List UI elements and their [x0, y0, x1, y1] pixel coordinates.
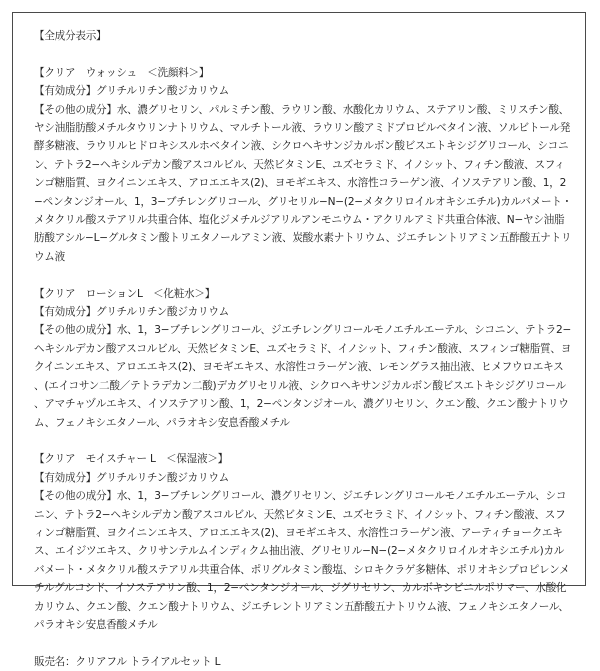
active-ingredient: 【有効成分】グリチルリチン酸ジカリウム — [34, 471, 229, 484]
seller-name: 販売名：クリアフル トライアルセット L — [34, 655, 221, 668]
document-title: 【全成分表示】 — [34, 30, 107, 42]
section-moisture — [34, 450, 572, 634]
other-ingredients: 【その他の成分】水、濃グリセリン、パルミチン酸、ラウリン酸、水酸化カリウム、ステアリン酸、ミリスチン酸、ヤシ油脂肪酸メチルタウリンナトリウム、マルチトール液、ラウリン酸アミドプロピルベタイン液、ソルビトール発酵多糖液、ラウリルヒドロキシスルホベタイン液、シクロヘキサンジカルボン酸ビスエトキシジグリコール、シコニン、テトラ2−ヘキシルデカン酸アスコルビル、天然ビタミンE、ユズセラミド、イノシット、フィチン酸液、スフィンゴ糖脂質、ヨクイニンエキス、アロエエキス(2)、ヨモギエキス、水溶性コラーゲン液、イソステアリン酸、1，2−ペンタンジオール、1，3−ブチレングリコール、グリセリル−N−(2−メタクリロイルオキシエチル)カルバメート・メタクリル酸ステアリル共重合体、塩化ジメチルジアリルアンモニウム・アクリルアミド共重合体液、N−ヤシ油脂肪酸アシル−L−グルタミン酸トリエタノールアミン液、炭酸水素ナトリウム、ジエチレントリアミン五酢酸五ナトリウム液 — [34, 103, 572, 263]
section-lotion — [34, 285, 572, 432]
active-ingredient: 【有効成分】グリチルリチン酸ジカリウム — [34, 85, 229, 98]
spacer — [34, 634, 572, 652]
product-name: 【クリア モイスチャー L ＜保湿液＞】 — [34, 453, 229, 466]
spacer — [34, 432, 572, 450]
spacer — [34, 266, 572, 284]
product-name: 【クリア ウォッシュ ＜洗顔料＞】 — [34, 66, 210, 79]
active-ingredient: 【有効成分】グリチルリチン酸ジカリウム — [34, 306, 229, 319]
other-ingredients: 【その他の成分】水、1，3−ブチレングリコール、濃グリセリン、ジエチレングリコールモノエチルエーテル、シコニン、テトラ2−ヘキシルデカン酸アスコルビル、天然ビタミンE、ユズセラミド、イノシット、フィチン酸液、スフィンゴ糖脂質、ヨクイニンエキス、アロエエキス(2)、ヨモギエキス、水溶性コラーゲン液、アーティチョークエキス、エイジツエキス、クリサンテルムインディクム抽出液、グリセリル−N−(2−メタクリロイルオキシエチル)カルバメート・メタクリル酸ステアリル共重合体、ポリグルタミン酸塩、シロキクラゲ多糖体、ポリオキシプロピレンメチルグルコシド、イソステアリン酸、1，2−ペンタンジオール、ジグリセリン、カルボキシビニルポリマー、水酸化カリウム、クエン酸、クエン酸ナトリウム、ジエチレントリアミン五酢酸五ナトリウム液、フェノキシエタノール、パラオキシ安息香酸メチル — [34, 490, 570, 631]
section-wash — [34, 64, 572, 266]
product-name: 【クリア ローションL ＜化粧水＞】 — [34, 287, 216, 300]
other-ingredients: 【その他の成分】水、1，3−ブチレングリコール、ジエチレングリコールモノエチルエーテル、シコニン、テトラ2−ヘキシルデカン酸アスコルビル、天然ビタミンE、ユズセラミド、イノシット、フィチン酸液、スフィンゴ糖脂質、ヨクイニンエキス、アロエエキス(2)、ヨモギエキス、水溶性コラーゲン液、レモングラス抽出液、ヒメフウロエキス、(エイコサン二酸／テトラデカン二酸)デカグリセリル液、シクロヘキサンジカルボン酸ビスエトキシジグリコール、アマチャヅルエキス、イソステアリン酸、1，2−ペンタンジオール、濃グリセリン、クエン酸、クエン酸ナトリウム、フェノキシエタノール、パラオキシ安息香酸メチル — [34, 324, 572, 429]
ingredients-document — [34, 27, 572, 671]
spacer — [34, 45, 572, 63]
